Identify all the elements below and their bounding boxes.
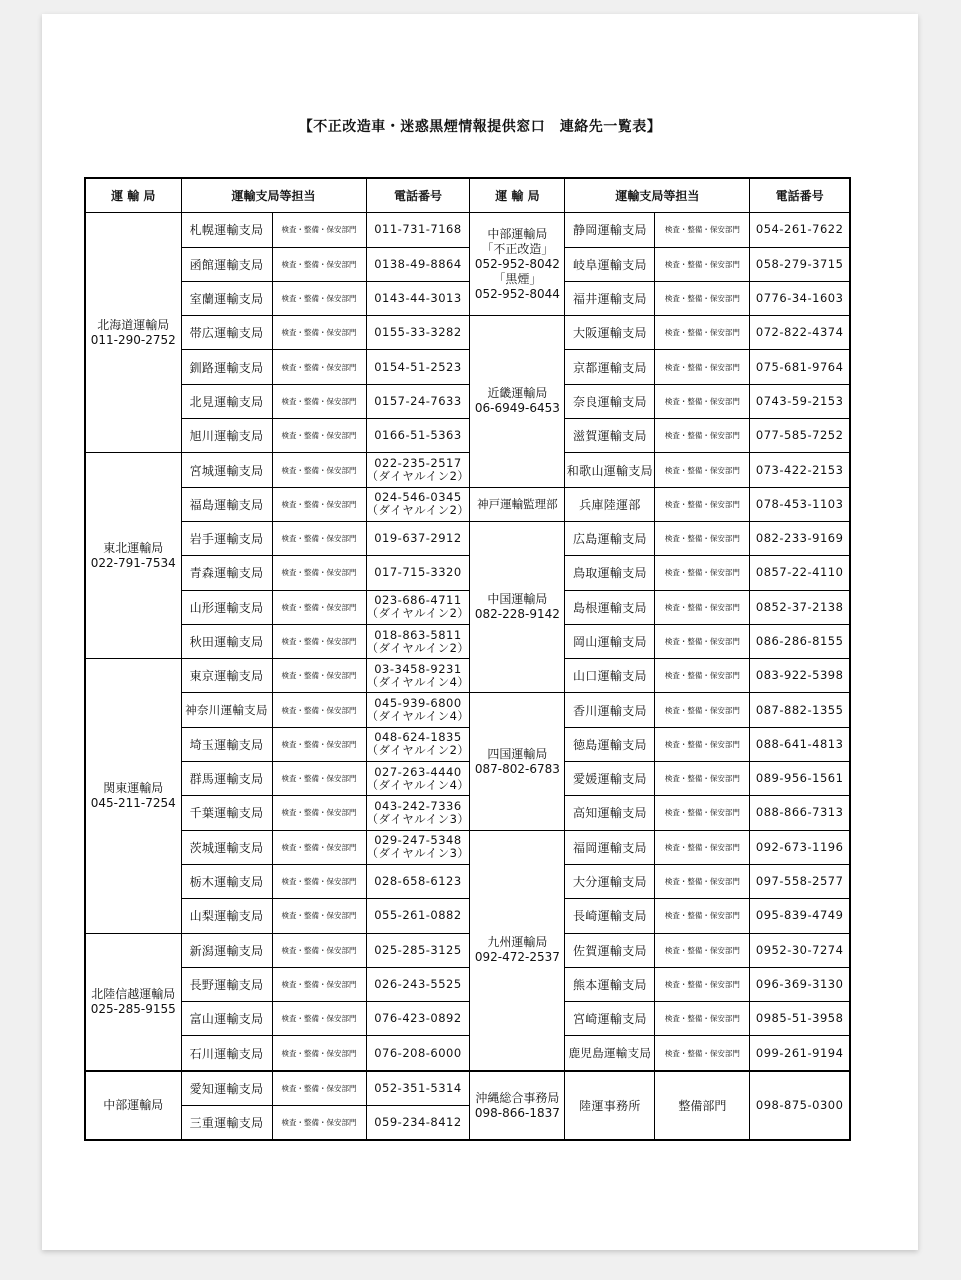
dept-label: 検査・整備・保安部門	[272, 659, 366, 693]
dept-label: 検査・整備・保安部門	[655, 762, 750, 796]
phone-main: 024-546-0345	[374, 490, 462, 505]
branch-name: 京都運輸支局	[565, 350, 655, 384]
header-phone-right: 電話番号	[750, 178, 850, 213]
dept-label: 検査・整備・保安部門	[655, 213, 750, 247]
phone-number: 072-822-4374	[750, 316, 850, 350]
dept-label: 検査・整備・保安部門	[655, 624, 750, 658]
phone-number: 0138-49-8864	[366, 247, 470, 281]
phone-main: 045-939-6800	[374, 696, 462, 711]
branch-name: 東京運輸支局	[181, 659, 272, 693]
table-row	[85, 830, 850, 864]
bureau-name: 北海道運輸局	[97, 317, 170, 332]
phone-main: 043-242-7336	[374, 798, 462, 813]
phone-number: 0857-22-4110	[750, 556, 850, 590]
dept-label: 検査・整備・保安部門	[272, 316, 366, 350]
phone-number	[366, 453, 470, 487]
phone-number: 099-261-9194	[750, 1036, 850, 1071]
branch-name: 山口運輸支局	[565, 659, 655, 693]
branch-name: 徳島運輸支局	[565, 727, 655, 761]
branch-name: 秋田運輸支局	[181, 624, 272, 658]
branch-name: 愛知運輸支局	[181, 1071, 272, 1106]
phone-number: 073-422-2153	[750, 453, 850, 487]
dept-label: 検査・整備・保安部門	[272, 693, 366, 727]
bureau-hokkaido	[85, 213, 181, 453]
dept-label: 検査・整備・保安部門	[655, 967, 750, 1001]
bureau-name: 中部運輸局	[487, 226, 548, 241]
branch-name: 宮崎運輸支局	[565, 1002, 655, 1036]
branch-name: 熊本運輸支局	[565, 967, 655, 1001]
phone-extension: （ダイヤルイン4）	[366, 674, 470, 689]
phone-number: 0154-51-2523	[366, 350, 470, 384]
bureau-hokuriku	[85, 933, 181, 1071]
phone-number: 054-261-7622	[750, 213, 850, 247]
header-phone-left: 電話番号	[366, 178, 470, 213]
phone-number: 0776-34-1603	[750, 281, 850, 315]
dept-label: 検査・整備・保安部門	[272, 796, 366, 830]
dept-label: 検査・整備・保安部門	[272, 1071, 366, 1106]
phone-number: 019-637-2912	[366, 521, 470, 555]
bureau-phone: 082-228-9142	[474, 607, 560, 622]
phone-number: 088-641-4813	[750, 727, 850, 761]
dept-label: 検査・整備・保安部門	[272, 624, 366, 658]
table-header-row	[85, 178, 850, 213]
dept-label: 検査・整備・保安部門	[655, 1036, 750, 1071]
dept-label: 検査・整備・保安部門	[272, 933, 366, 967]
phone-number: 082-233-9169	[750, 521, 850, 555]
phone-extension: （ダイヤルイン2）	[366, 640, 470, 655]
bureau-kinki	[470, 316, 565, 487]
table-row	[85, 521, 850, 555]
dept-label: 検査・整備・保安部門	[272, 899, 366, 933]
branch-name: 岩手運輸支局	[181, 521, 272, 555]
table-row	[85, 316, 850, 350]
phone-number: 076-423-0892	[366, 1002, 470, 1036]
phone-number: 078-453-1103	[750, 487, 850, 521]
phone-main: 03-3458-9231	[374, 661, 462, 676]
dept-label: 検査・整備・保安部門	[272, 727, 366, 761]
branch-name: 千葉運輸支局	[181, 796, 272, 830]
dept-label: 検査・整備・保安部門	[655, 727, 750, 761]
dept-label: 検査・整備・保安部門	[655, 556, 750, 590]
branch-name: 群馬運輸支局	[181, 762, 272, 796]
table-row	[85, 624, 850, 658]
table-row	[85, 1071, 850, 1106]
branch-name: 佐賀運輸支局	[565, 933, 655, 967]
phone-number: 097-558-2577	[750, 864, 850, 898]
phone-number: 058-279-3715	[750, 247, 850, 281]
phone-number	[366, 659, 470, 693]
table-row	[85, 590, 850, 624]
phone-number: 052-351-5314	[366, 1071, 470, 1106]
phone-number: 026-243-5525	[366, 967, 470, 1001]
header-bureau-left: 運 輸 局	[85, 178, 181, 213]
branch-name: 北見運輸支局	[181, 384, 272, 418]
bureau-phone: 092-472-2537	[474, 950, 560, 965]
bureau-name: 沖縄総合事務局	[475, 1090, 560, 1105]
dept-label: 検査・整備・保安部門	[272, 213, 366, 247]
table-row	[85, 967, 850, 1001]
branch-name: 三重運輸支局	[181, 1106, 272, 1141]
branch-name: 滋賀運輸支局	[565, 419, 655, 453]
phone-number: 088-866-7313	[750, 796, 850, 830]
table-row	[85, 693, 850, 727]
dept-label: 検査・整備・保安部門	[272, 1036, 366, 1071]
phone-number	[366, 624, 470, 658]
dept-label: 検査・整備・保安部門	[655, 316, 750, 350]
bureau-chubu-right	[470, 213, 565, 316]
phone-number: 0166-51-5363	[366, 419, 470, 453]
branch-name: 旭川運輸支局	[181, 419, 272, 453]
bureau-phone: 052-952-8044	[474, 286, 560, 301]
bureau-tohoku	[85, 453, 181, 659]
branch-name: 大阪運輸支局	[565, 316, 655, 350]
document-page	[42, 14, 918, 1250]
dept-label: 検査・整備・保安部門	[272, 247, 366, 281]
dept-label: 検査・整備・保安部門	[655, 830, 750, 864]
dept-label: 検査・整備・保安部門	[272, 967, 366, 1001]
phone-number	[366, 487, 470, 521]
bureau-name: 近畿運輸局	[487, 386, 548, 401]
phone-main: 022-235-2517	[374, 456, 462, 471]
dept-label: 検査・整備・保安部門	[655, 419, 750, 453]
table-row	[85, 796, 850, 830]
phone-number	[366, 830, 470, 864]
branch-name: 広島運輸支局	[565, 521, 655, 555]
phone-number: 025-285-3125	[366, 933, 470, 967]
branch-name: 函館運輸支局	[181, 247, 272, 281]
dept-label: 検査・整備・保安部門	[272, 350, 366, 384]
dept-label: 検査・整備・保安部門	[655, 350, 750, 384]
branch-name: 岡山運輸支局	[565, 624, 655, 658]
branch-name: 神奈川運輸支局	[181, 693, 272, 727]
contact-table	[84, 177, 851, 1141]
branch-name: 奈良運輸支局	[565, 384, 655, 418]
branch-name: 兵庫陸運部	[565, 487, 655, 521]
table-row	[85, 864, 850, 898]
branch-name: 岐阜運輸支局	[565, 247, 655, 281]
bureau-name: 九州運輸局	[487, 935, 548, 950]
phone-number	[366, 762, 470, 796]
phone-extension: （ダイヤルイン4）	[366, 709, 470, 724]
branch-name: 和歌山運輸支局	[565, 453, 655, 487]
branch-name: 山形運輸支局	[181, 590, 272, 624]
phone-number: 0985-51-3958	[750, 1002, 850, 1036]
branch-name: 高知運輸支局	[565, 796, 655, 830]
dept-label: 検査・整備・保安部門	[272, 556, 366, 590]
branch-name: 静岡運輸支局	[565, 213, 655, 247]
branch-name: 福井運輸支局	[565, 281, 655, 315]
dept-label: 検査・整備・保安部門	[272, 521, 366, 555]
phone-number	[366, 727, 470, 761]
bureau-name: 関東運輸局	[103, 780, 164, 795]
phone-number: 055-261-0882	[366, 899, 470, 933]
table-row	[85, 1036, 850, 1071]
branch-name: 栃木運輸支局	[181, 864, 272, 898]
bureau-kyushu	[470, 830, 565, 1071]
table-row	[85, 281, 850, 315]
bureau-kobe: 神戸運輸監理部	[470, 487, 565, 521]
bureau-phone: 011-290-2752	[90, 332, 176, 347]
phone-number: 0852-37-2138	[750, 590, 850, 624]
phone-number: 0743-59-2153	[750, 384, 850, 418]
dept-label: 検査・整備・保安部門	[272, 419, 366, 453]
dept-label: 検査・整備・保安部門	[272, 487, 366, 521]
phone-number: 089-956-1561	[750, 762, 850, 796]
phone-number: 011-731-7168	[366, 213, 470, 247]
dept-label: 検査・整備・保安部門	[272, 453, 366, 487]
branch-name: 香川運輸支局	[565, 693, 655, 727]
dept-label: 検査・整備・保安部門	[655, 453, 750, 487]
bureau-phone: 052-952-8042	[474, 256, 560, 271]
phone-extension: （ダイヤルイン4）	[366, 777, 470, 792]
branch-name: 富山運輸支局	[181, 1002, 272, 1036]
branch-name-okinawa: 陸運事務所	[565, 1071, 655, 1141]
table-row	[85, 384, 850, 418]
branch-name: 福島運輸支局	[181, 487, 272, 521]
header-branch-right: 運輸支局等担当	[565, 178, 750, 213]
dept-label: 検査・整備・保安部門	[272, 864, 366, 898]
branch-name: 札幌運輸支局	[181, 213, 272, 247]
bureau-phone: 045-211-7254	[90, 795, 176, 810]
bureau-phone: 022-791-7534	[90, 555, 176, 570]
phone-number: 087-882-1355	[750, 693, 850, 727]
bureau-kanto	[85, 659, 181, 933]
branch-name: 室蘭運輸支局	[181, 281, 272, 315]
dept-label: 検査・整備・保安部門	[272, 590, 366, 624]
phone-number: 075-681-9764	[750, 350, 850, 384]
phone-number: 0952-30-7274	[750, 933, 850, 967]
phone-number: 095-839-4749	[750, 899, 850, 933]
bureau-chubu-left: 中部運輸局	[85, 1071, 181, 1141]
bureau-phone: 025-285-9155	[90, 1001, 176, 1016]
phone-extension: （ダイヤルイン2）	[366, 469, 470, 484]
branch-name: 長崎運輸支局	[565, 899, 655, 933]
table-row	[85, 899, 850, 933]
branch-name: 山梨運輸支局	[181, 899, 272, 933]
branch-name: 釧路運輸支局	[181, 350, 272, 384]
header-bureau-right: 運 輸 局	[470, 178, 565, 213]
branch-name: 新潟運輸支局	[181, 933, 272, 967]
header-branch-left: 運輸支局等担当	[181, 178, 366, 213]
bureau-name: 四国運輸局	[487, 746, 548, 761]
phone-extension: （ダイヤルイン2）	[366, 503, 470, 518]
phone-main: 018-863-5811	[374, 627, 462, 642]
table-row	[85, 659, 850, 693]
bureau-okinawa	[470, 1071, 565, 1141]
bureau-phone: 087-802-6783	[474, 761, 560, 776]
dept-label: 検査・整備・保安部門	[655, 933, 750, 967]
phone-number: 0155-33-3282	[366, 316, 470, 350]
branch-name: 帯広運輸支局	[181, 316, 272, 350]
table-row	[85, 487, 850, 521]
phone-extension: （ダイヤルイン2）	[366, 606, 470, 621]
branch-name: 福岡運輸支局	[565, 830, 655, 864]
phone-number	[366, 693, 470, 727]
table-row	[85, 556, 850, 590]
phone-extension: （ダイヤルイン3）	[366, 846, 470, 861]
bureau-name: 東北運輸局	[103, 540, 164, 555]
phone-number: 086-286-8155	[750, 624, 850, 658]
dept-label: 検査・整備・保安部門	[655, 796, 750, 830]
dept-label: 検査・整備・保安部門	[272, 281, 366, 315]
phone-number: 096-369-3130	[750, 967, 850, 1001]
dept-label: 検査・整備・保安部門	[655, 590, 750, 624]
phone-number-okinawa: 098-875-0300	[750, 1071, 850, 1141]
bureau-label-kokuen: 「黒煙」	[493, 271, 542, 286]
dept-label: 検査・整備・保安部門	[655, 384, 750, 418]
dept-label: 検査・整備・保安部門	[655, 864, 750, 898]
table-row	[85, 247, 850, 281]
table-row	[85, 762, 850, 796]
dept-label: 検査・整備・保安部門	[655, 521, 750, 555]
bureau-shikoku	[470, 693, 565, 830]
dept-label-okinawa: 整備部門	[655, 1071, 750, 1141]
phone-number: 076-208-6000	[366, 1036, 470, 1071]
branch-name: 島根運輸支局	[565, 590, 655, 624]
dept-label: 検査・整備・保安部門	[655, 693, 750, 727]
phone-main: 027-263-4440	[374, 764, 462, 779]
bureau-chugoku	[470, 521, 565, 692]
phone-number: 083-922-5398	[750, 659, 850, 693]
dept-label: 検査・整備・保安部門	[655, 281, 750, 315]
document-title: 【不正改造車・迷惑黒煙情報提供窓口 連絡先一覧表】	[298, 119, 662, 135]
phone-number: 028-658-6123	[366, 864, 470, 898]
branch-name: 鳥取運輸支局	[565, 556, 655, 590]
phone-main: 029-247-5348	[374, 833, 462, 848]
table-row	[85, 727, 850, 761]
phone-number: 0143-44-3013	[366, 281, 470, 315]
branch-name: 愛媛運輸支局	[565, 762, 655, 796]
dept-label: 検査・整備・保安部門	[655, 247, 750, 281]
bureau-phone: 098-866-1837	[474, 1105, 560, 1120]
dept-label: 検査・整備・保安部門	[655, 1002, 750, 1036]
branch-name: 長野運輸支局	[181, 967, 272, 1001]
branch-name: 埼玉運輸支局	[181, 727, 272, 761]
branch-name: 宮城運輸支局	[181, 453, 272, 487]
table-row	[85, 1002, 850, 1036]
dept-label: 検査・整備・保安部門	[655, 899, 750, 933]
phone-main: 048-624-1835	[374, 730, 462, 745]
branch-name: 青森運輸支局	[181, 556, 272, 590]
phone-number: 0157-24-7633	[366, 384, 470, 418]
dept-label: 検査・整備・保安部門	[272, 830, 366, 864]
bureau-name: 中国運輸局	[487, 592, 548, 607]
phone-main: 023-686-4711	[374, 593, 462, 608]
table-row	[85, 453, 850, 487]
branch-name: 茨城運輸支局	[181, 830, 272, 864]
dept-label: 検査・整備・保安部門	[655, 487, 750, 521]
table-body	[85, 213, 850, 1141]
phone-number: 092-673-1196	[750, 830, 850, 864]
branch-name: 鹿児島運輸支局	[565, 1036, 655, 1071]
table-row	[85, 213, 850, 247]
dept-label: 検査・整備・保安部門	[272, 1106, 366, 1141]
table-row	[85, 350, 850, 384]
phone-number	[366, 590, 470, 624]
branch-name: 大分運輸支局	[565, 864, 655, 898]
branch-name: 石川運輸支局	[181, 1036, 272, 1071]
dept-label: 検査・整備・保安部門	[655, 659, 750, 693]
bureau-label-fusei: 「不正改造」	[481, 241, 554, 256]
table-row	[85, 933, 850, 967]
bureau-phone: 06-6949-6453	[474, 401, 560, 416]
dept-label: 検査・整備・保安部門	[272, 762, 366, 796]
dept-label: 検査・整備・保安部門	[272, 384, 366, 418]
phone-extension: （ダイヤルイン2）	[366, 743, 470, 758]
phone-extension: （ダイヤルイン3）	[366, 811, 470, 826]
phone-number: 077-585-7252	[750, 419, 850, 453]
dept-label: 検査・整備・保安部門	[272, 1002, 366, 1036]
phone-number: 017-715-3320	[366, 556, 470, 590]
phone-number: 059-234-8412	[366, 1106, 470, 1141]
table-row	[85, 419, 850, 453]
bureau-name: 北陸信越運輸局	[91, 986, 176, 1001]
phone-number	[366, 796, 470, 830]
